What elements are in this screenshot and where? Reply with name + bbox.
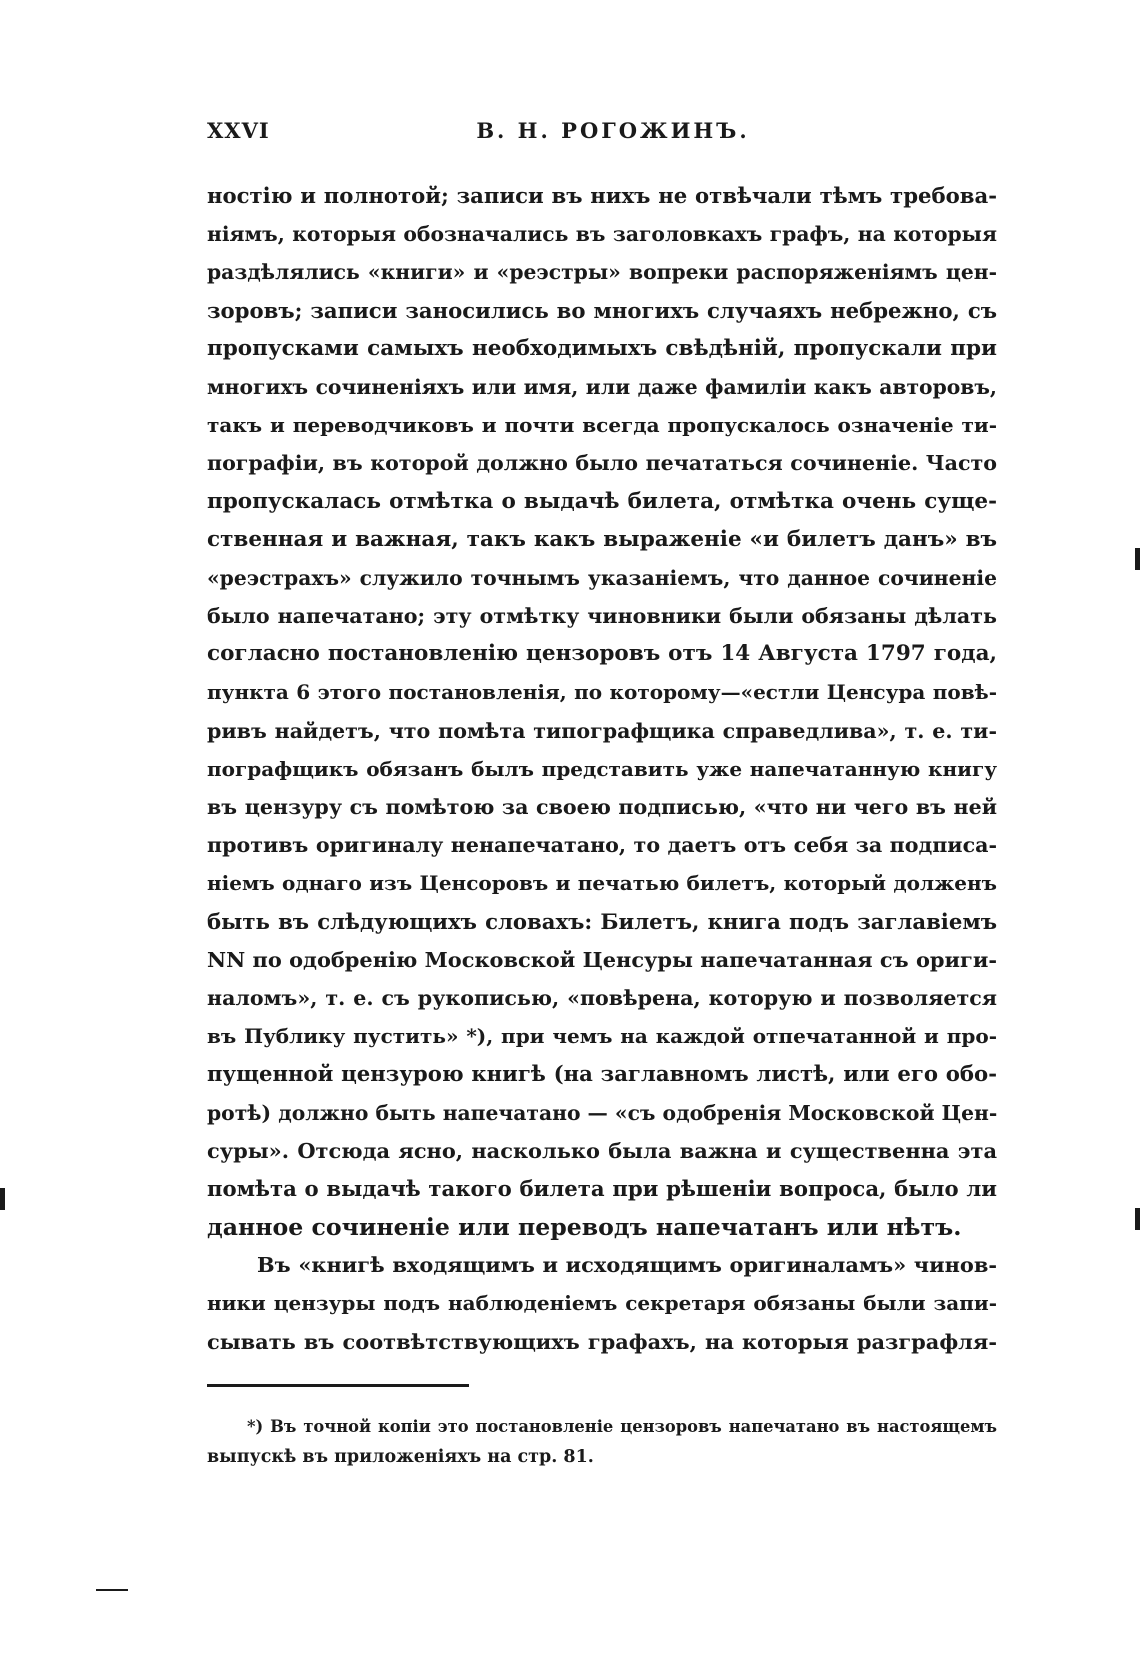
- text-line: въ цензуру съ помѣтою за своею подписью, «что ни чего въ ней: [207, 795, 997, 819]
- text-line: наломъ», т. е. съ рукописью, «повѣрена, которую и позволяется: [207, 985, 997, 1010]
- text-line: сывать въ соотвѣтствующихъ графахъ, на которыя разграфля-: [207, 1328, 997, 1354]
- text-line: было напечатано; эту отмѣтку чиновники были обязаны дѣлать: [207, 604, 997, 629]
- page-number: XXVI: [207, 118, 270, 143]
- text-line: зоровъ; записи заносились во многихъ случаяхъ небрежно, съ: [207, 297, 997, 323]
- text-line: ностію и полнотой; записи въ нихъ не отвѣчали тѣмъ требова-: [207, 183, 997, 208]
- scan-edge-mark: [1135, 1208, 1140, 1230]
- text-line: NN по одобренію Московской Ценсуры напечатанная съ ориги-: [207, 946, 997, 972]
- text-line: пографіи, въ которой должно было печататься сочиненіе. Часто: [207, 451, 997, 476]
- text-line: пущенной цензурою книгѣ (на заглавномъ листѣ, или его обо-: [207, 1061, 997, 1087]
- text-line: такъ и переводчиковъ и почти всегда пропускалось означеніе ти-: [207, 413, 997, 438]
- scan-edge-mark: [1135, 548, 1140, 570]
- scan-edge-mark: [0, 1188, 5, 1210]
- footnote-divider: [207, 1384, 469, 1387]
- text-line: ніемъ однаго изъ Ценсоровъ и печатью билетъ, который долженъ: [207, 871, 997, 896]
- text-line: пропускалась отмѣтка о выдачѣ билета, отмѣтка очень суще-: [207, 488, 997, 514]
- text-line-paragraph-start: Въ «книгѣ входящимъ и исходящимъ оригиналамъ» чинов-: [257, 1252, 997, 1278]
- running-head: [207, 118, 997, 152]
- text-line: ніямъ, которыя обозначались въ заголовкахъ графъ, на которыя: [207, 222, 997, 247]
- text-line-paragraph-end: данное сочиненіе или переводъ напечатанъ или нѣтъ.: [207, 1213, 962, 1242]
- text-line: согласно постановленію цензоровъ отъ 14 Августа 1797 года,: [207, 641, 997, 667]
- text-line: суры». Отсюда ясно, насколько была важна и существенна эта: [207, 1137, 997, 1163]
- text-line: раздѣлялись «книги» и «реэстры» вопреки распоряженіямъ цен-: [207, 260, 997, 285]
- text-line: пографщикъ обязанъ былъ представить уже напечатанную книгу: [207, 756, 997, 781]
- footnote: [207, 1412, 997, 1472]
- running-title: В. Н. РОГОЖИНЪ.: [476, 118, 750, 143]
- margin-mark: [96, 1589, 128, 1591]
- text-line: ственная и важная, такъ какъ выраженіе «и билетъ данъ» въ: [207, 526, 997, 552]
- body-text: [207, 177, 997, 1361]
- text-line: «реэстрахъ» служило точнымъ указаніемъ, что данное сочиненіе: [207, 565, 997, 590]
- text-line: ротѣ) должно быть напечатано — «съ одобренія Московской Цен-: [207, 1100, 998, 1125]
- text-line: пункта 6 этого постановленія, по которому—«естли Ценсура повѣ-: [207, 680, 997, 705]
- footnote-line: *) Въ точной копіи это постановленіе цензоровъ напечатано въ настоящемъ: [247, 1417, 997, 1436]
- text-line: въ Публику пустить» *), при чемъ на каждой отпечатанной и про-: [207, 1024, 997, 1049]
- text-line: ривъ найдетъ, что помѣта типографщика справедлива», т. е. ти-: [207, 718, 997, 743]
- text-line: многихъ сочиненіяхъ или имя, или даже фамиліи какъ авторовъ,: [207, 374, 997, 399]
- text-line: противъ оригиналу ненапечатано, то даетъ отъ себя за подписа-: [207, 833, 997, 858]
- text-line: помѣта о выдачѣ такого билета при рѣшеніи вопроса, было ли: [207, 1175, 997, 1201]
- footnote-line: выпускѣ въ приложеніяхъ на стр. 81.: [207, 1447, 594, 1467]
- text-line: ники цензуры подъ наблюденіемъ секретаря обязаны были запи-: [207, 1291, 997, 1316]
- text-line: пропусками самыхъ необходимыхъ свѣдѣній, пропускали при: [207, 335, 997, 361]
- text-line: быть въ слѣдующихъ словахъ: Билетъ, книга подъ заглавіемъ: [207, 908, 997, 934]
